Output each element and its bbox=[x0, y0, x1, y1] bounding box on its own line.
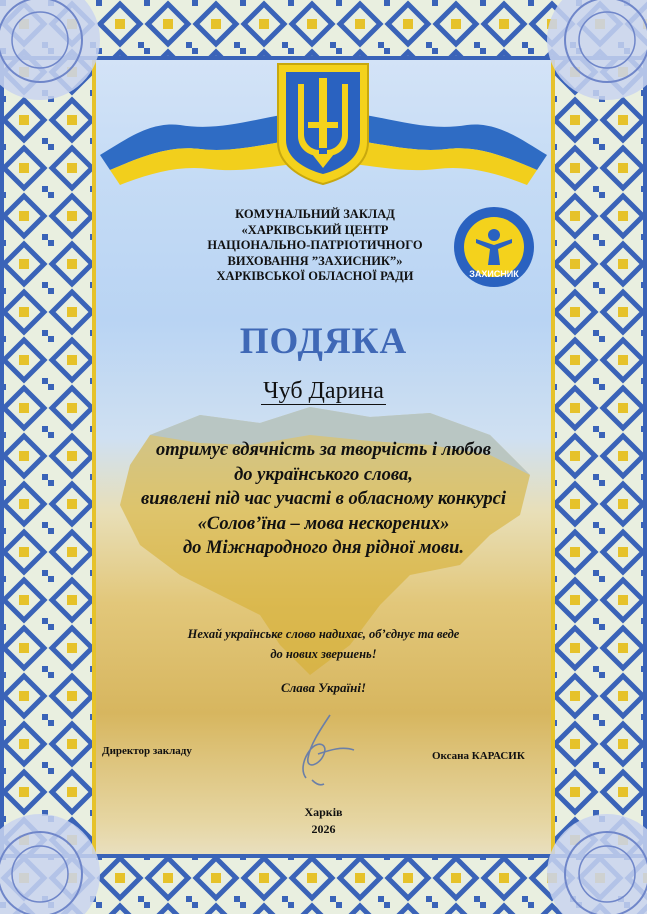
organization-logo-icon bbox=[452, 205, 536, 289]
recipient-name: Чуб Дарина bbox=[263, 378, 384, 404]
recipient-name-wrap bbox=[0, 378, 647, 405]
logo-label: ЗАХИСНИК bbox=[469, 269, 519, 279]
wish-line: до нових звершень! bbox=[270, 647, 377, 661]
trident-coat-of-arms-icon bbox=[268, 56, 378, 188]
signature-mark bbox=[290, 710, 360, 788]
institution-line: ВИХОВАННЯ ”ЗАХИСНИК”» bbox=[227, 253, 403, 268]
year: 2026 bbox=[311, 822, 336, 836]
gratitude-line: до Міжнародного дня рідної мови. bbox=[183, 538, 464, 558]
gratitude-line: «Солов’їна – мова нескорених» bbox=[197, 513, 450, 534]
gratitude-line: отримує вдячність за творчість і любов bbox=[155, 440, 492, 460]
gratitude-line: до українського слова, bbox=[234, 464, 413, 485]
wish-line: Нехай українське слово надихає, об’єднує та веде bbox=[187, 627, 460, 641]
gratitude-line: виявлені під час участі в обласному конкурсі bbox=[141, 489, 506, 509]
institution-line: «ХАРКІВСЬКИЙ ЦЕНТР bbox=[241, 222, 389, 237]
place-and-year bbox=[0, 804, 647, 838]
certificate-title: ПОДЯКА bbox=[239, 321, 408, 362]
corner-rosette-bottom-right bbox=[497, 764, 647, 914]
institution-line: ХАРКІВСЬКОЇ ОБЛАСНОЇ РАДИ bbox=[216, 269, 414, 283]
city: Харків bbox=[304, 805, 343, 819]
institution-name bbox=[170, 207, 460, 285]
corner-rosette-bottom-left bbox=[0, 764, 150, 914]
institution-line: КОМУНАЛЬНИЙ ЗАКЛАД bbox=[235, 207, 395, 221]
glory-slogan: Слава Україні! bbox=[280, 680, 367, 695]
wish-text bbox=[80, 624, 567, 664]
director-label: Директор закладу bbox=[102, 745, 192, 757]
gratitude-text bbox=[80, 438, 567, 561]
signer-name: Оксана КАРАСИК bbox=[432, 750, 525, 762]
institution-line: НАЦІОНАЛЬНО-ПАТРІОТИЧНОГО bbox=[207, 238, 423, 252]
